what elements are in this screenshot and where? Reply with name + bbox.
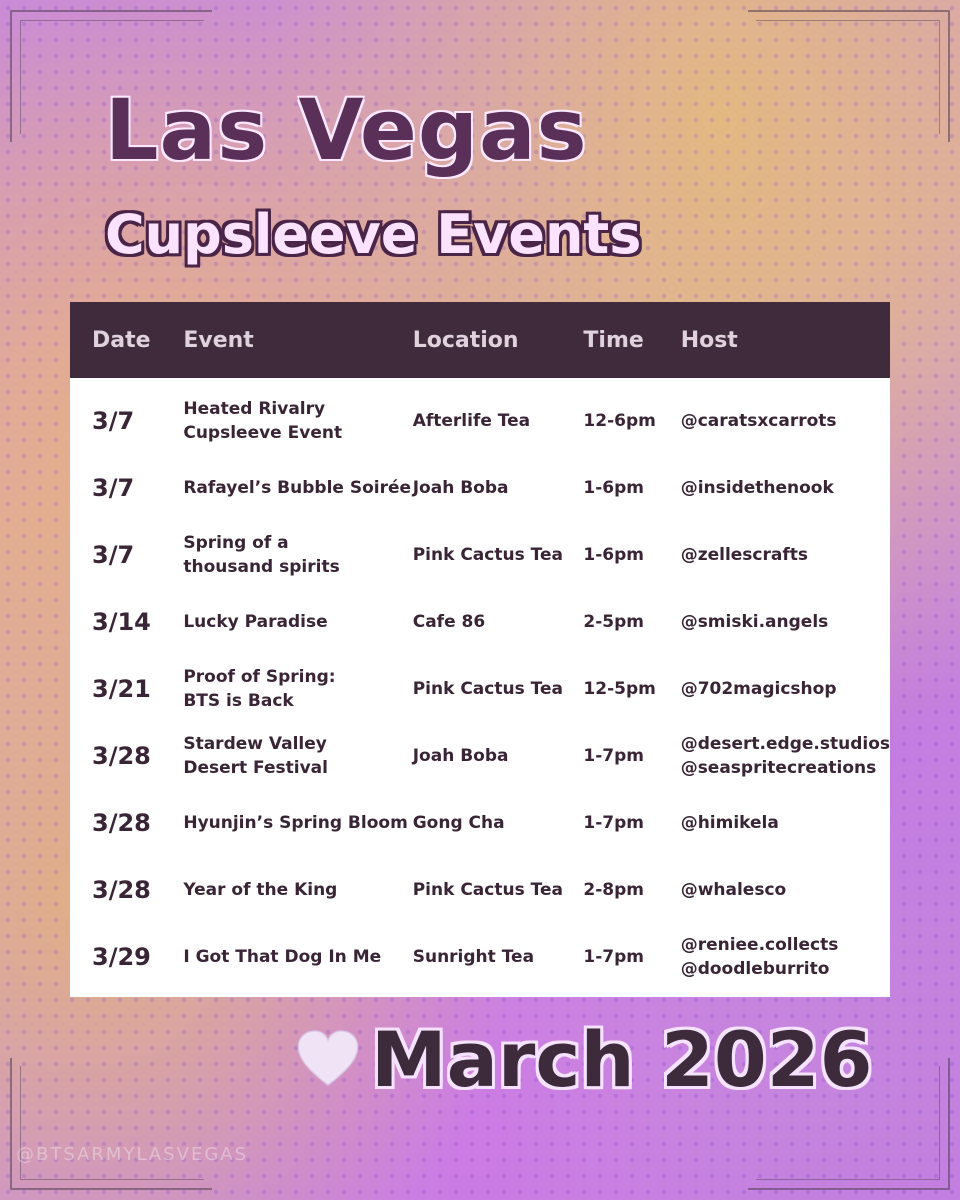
cell-time: 2-5pm	[583, 611, 645, 632]
decorative-frame-top-right	[748, 10, 950, 142]
table-row	[70, 723, 890, 790]
cell-event	[183, 924, 412, 997]
cell-event-line: thousand spirits	[183, 556, 340, 577]
cell-location: Afterlife Tea	[412, 410, 531, 431]
table-row	[70, 589, 890, 656]
cell-event-line: Cupsleeve Event	[183, 422, 343, 443]
cell-date: 3/21	[92, 674, 151, 703]
cell-event-line: Rafayel’s Bubble Soirée	[183, 477, 412, 498]
cell-date: 3/28	[92, 808, 151, 837]
cell-location: Pink Cactus Tea	[412, 879, 563, 900]
cell-host	[681, 455, 890, 522]
table-row	[70, 857, 890, 924]
cell-date: 3/28	[92, 875, 151, 904]
cell-location: Joah Boba	[412, 477, 509, 498]
cell-host	[681, 924, 890, 997]
cell-host-line: @whalesco	[680, 879, 787, 900]
cell-host-line: @seaspritecreations	[680, 757, 877, 778]
header-host: Host	[681, 302, 890, 378]
cell-date: 3/7	[92, 540, 135, 569]
header-time: Time	[583, 302, 680, 378]
cell-time: 1-6pm	[583, 477, 645, 498]
cell-date: 3/28	[92, 741, 151, 770]
header-location: Location	[413, 302, 584, 378]
decorative-frame-bottom-left	[10, 1058, 212, 1190]
table-row	[70, 455, 890, 522]
cell-time: 1-6pm	[583, 544, 645, 565]
cell-host	[681, 589, 890, 656]
page-title: Las Vegas	[105, 81, 588, 179]
cell-event	[183, 522, 412, 589]
table-row	[70, 656, 890, 723]
cell-date: 3/14	[92, 607, 151, 636]
cell-location: Joah Boba	[412, 745, 509, 766]
cell-event-line: Heated Rivalry	[183, 398, 326, 419]
cell-event-line: Hyunjin’s Spring Bloom	[183, 812, 408, 833]
cell-host-line: @desert.edge.studios	[680, 733, 890, 754]
table-row	[70, 522, 890, 589]
cell-host-line: @reniee.collects	[680, 934, 839, 955]
cell-host	[681, 723, 890, 790]
heart-icon	[295, 1027, 361, 1093]
cell-time: 1-7pm	[583, 946, 645, 967]
cell-time: 1-7pm	[583, 745, 645, 766]
cell-host-line: @smiski.angels	[680, 611, 829, 632]
cell-location: Gong Cha	[412, 812, 505, 833]
cell-event-line: Year of the King	[183, 879, 338, 900]
cell-event	[183, 589, 412, 656]
cell-host-line: @doodleburrito	[680, 958, 830, 979]
table-row	[70, 790, 890, 857]
table-row	[70, 378, 890, 455]
cell-date: 3/7	[92, 473, 135, 502]
cell-time: 12-6pm	[583, 410, 656, 431]
cell-date: 3/7	[92, 406, 135, 435]
cell-event	[183, 656, 412, 723]
cell-event	[183, 790, 412, 857]
header-date: Date	[70, 302, 183, 378]
page-subtitle: Cupsleeve Events	[105, 203, 642, 266]
cell-host	[681, 378, 890, 455]
cell-host	[681, 790, 890, 857]
cell-event-line: Spring of a	[183, 532, 289, 553]
cell-location: Pink Cactus Tea	[412, 544, 563, 565]
cell-time: 1-7pm	[583, 812, 645, 833]
cell-host-line: @himikela	[680, 812, 779, 833]
cell-date: 3/29	[92, 942, 151, 971]
table-body	[70, 378, 890, 997]
cell-host-line: @702magicshop	[680, 678, 837, 699]
table-header-row	[70, 302, 890, 378]
events-table	[70, 302, 890, 997]
cell-location: Pink Cactus Tea	[412, 678, 563, 699]
footer	[295, 1015, 873, 1104]
cell-event	[183, 723, 412, 790]
cell-time: 2-8pm	[583, 879, 645, 900]
cell-location: Sunright Tea	[412, 946, 535, 967]
cell-host-line: @zellescrafts	[680, 544, 808, 565]
cell-event-line: Proof of Spring:	[183, 666, 336, 687]
table-row	[70, 924, 890, 997]
cell-time: 12-5pm	[583, 678, 656, 699]
cell-host	[681, 522, 890, 589]
cell-event-line: Stardew Valley	[183, 733, 327, 754]
header-event: Event	[183, 302, 412, 378]
cell-host	[681, 656, 890, 723]
cell-location: Cafe 86	[412, 611, 486, 632]
cell-event-line: BTS is Back	[183, 690, 294, 711]
cell-event	[183, 857, 412, 924]
cell-host	[681, 857, 890, 924]
cell-event-line: Desert Festival	[183, 757, 328, 778]
cell-host-line: @insidethenook	[680, 477, 834, 498]
cell-host-line: @caratsxcarrots	[680, 410, 837, 431]
cell-event-line: I Got That Dog In Me	[183, 946, 382, 967]
month-title: March 2026	[371, 1015, 873, 1104]
watermark: @BTSARMYLASVEGAS	[16, 1144, 249, 1165]
cell-event	[183, 378, 412, 455]
cell-event-line: Lucky Paradise	[183, 611, 328, 632]
cell-event	[183, 455, 412, 522]
